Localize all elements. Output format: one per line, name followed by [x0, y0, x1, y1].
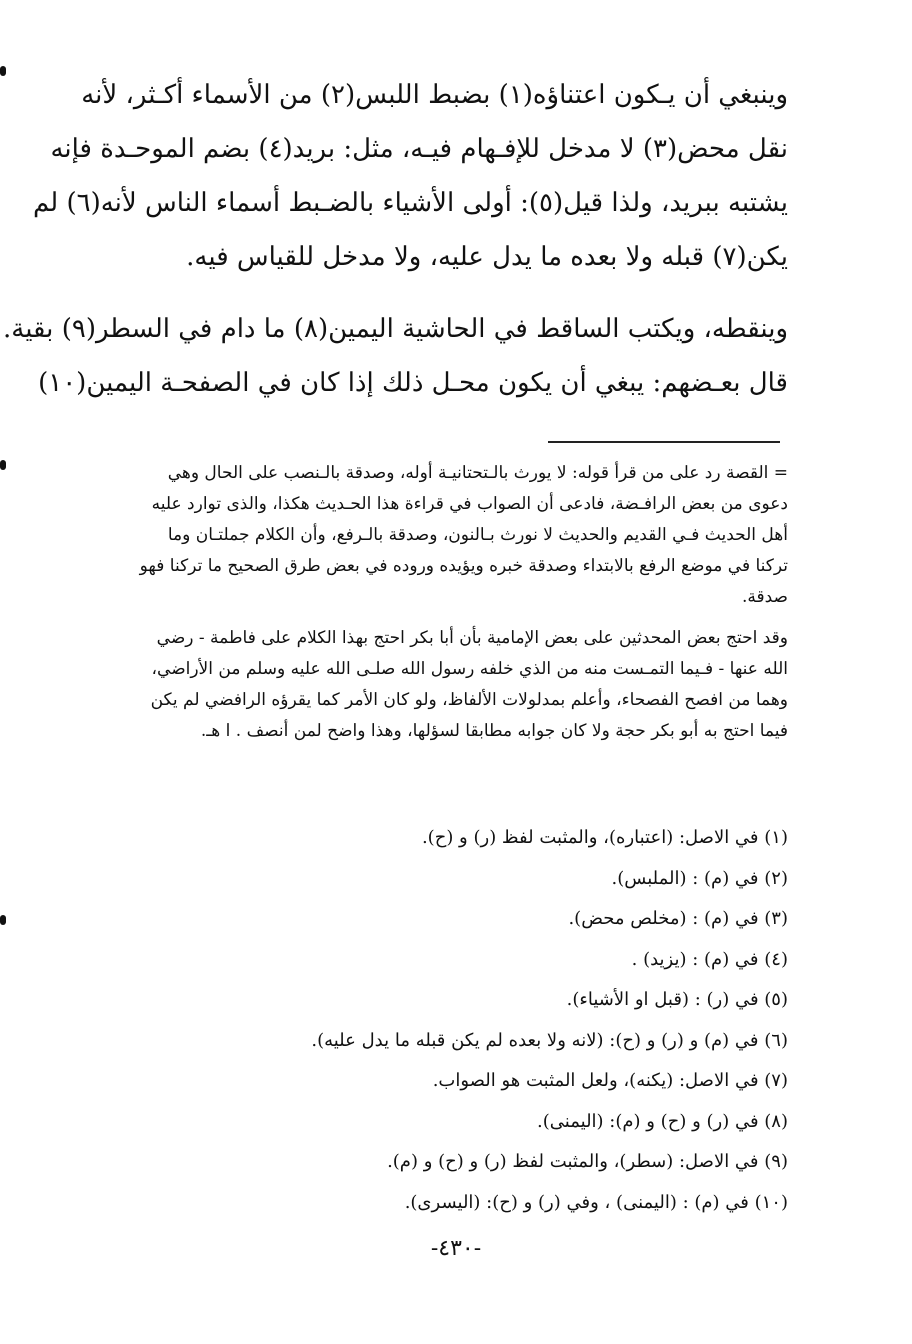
footnote-line: فيما احتج به أبو بكر حجة ولا كان جوابه مطابقا لسؤلها، وهذا واضح لمن أنصف . ا هـ. — [200, 721, 788, 741]
footnote-line: أهل الحديث فـي القديم والحديث لا نورث بـالنون، وصدقة بالـرفع، وأن الكلام جملتـان وما — [167, 525, 788, 545]
note-item: (٩) في الاصل: (سطر)، والمثبت لفظ (ر) و (ح) و (م). — [387, 1151, 788, 1172]
numbered-notes — [70, 818, 788, 1223]
footnote-paragraph-2 — [70, 623, 788, 747]
text-line: قال بعـضهم: يبغي أن يكون محـل ذلك إذا كان في الصفحـة اليمين(١٠) — [38, 368, 788, 398]
main-paragraph-2 — [2, 302, 788, 410]
note-item: (١٠) في (م) : (اليمنى) ، وفي (ر) و (ح): (اليسرى). — [404, 1191, 788, 1213]
note-item: (٧) في الاصل: (يكنه)، ولعل المثبت هو الصواب. — [432, 1070, 788, 1091]
footnote-paragraph-1 — [70, 458, 788, 613]
footnote-line: صدقة. — [741, 587, 788, 607]
note-item: (٥) في (ر) : (قبل او الأشياء). — [566, 989, 788, 1010]
note-item: (٢) في (م) : (الملبس). — [611, 867, 788, 889]
scan-margin-mark — [0, 66, 6, 76]
footnote-separator-rule — [548, 441, 780, 443]
note-item: (٣) في (م) : (مخلص محض). — [568, 908, 788, 929]
text-line: يكن(٧) قبله ولا بعده ما يدل عليه، ولا مدخل للقياس فيه. — [186, 242, 788, 272]
page-number: -٤٣٠- — [430, 1236, 482, 1261]
footnote-line: الله عنها - فـيما التمـست منه من الذي خلفه رسول الله صلـى الله عليه وسلم من الأراضي، — [151, 659, 788, 679]
paragraph-gap — [70, 613, 788, 623]
main-body-text — [2, 68, 788, 410]
scan-margin-mark — [0, 460, 6, 470]
paragraph-gap — [70, 284, 788, 302]
note-item: (٨) في (ر) و (ح) و (م): (اليمنى). — [537, 1110, 788, 1132]
text-line: نقل محض(٣) لا مدخل للإفـهام فيـه، مثل: بريد(٤) بضم الموحـدة فإنه — [50, 134, 788, 164]
footnote-line: وهما من افصح الفصحاء، وأعلم بمدلولات الألفاظ، ولو كان الأمر كما يقرؤه الرافضي لم يكن — [150, 690, 788, 710]
note-item: (٦) في (م) و (ر) و (ح): (لانه ولا بعده لم يكن قبله ما يدل عليه). — [311, 1029, 788, 1051]
footnote-line: وقد احتج بعض المحدثين على بعض الإمامية بأن أبا بكر احتج بهذا الكلام على فاطمة - رضي — [156, 628, 788, 648]
footnote-line: = القصة رد على من قرأ قوله: لا يورث بالـتحتانيـة أوله، وصدقة بالـنصب على الحال وهي — [167, 463, 788, 483]
scan-margin-mark — [0, 915, 6, 925]
footnote-continuation — [70, 458, 788, 747]
note-item: (١) في الاصل: (اعتباره)، والمثبت لفظ (ر) و (ح). — [421, 827, 788, 848]
main-paragraph-1 — [32, 68, 788, 284]
footnote-line: تركنا في موضع الرفع بالابتداء وصدقة خبره ويؤيده وروده في بعض طرق الصحيح ما تركنا فهو — [139, 556, 788, 576]
text-line: وينقطه، ويكتب الساقط في الحاشية اليمين(٨) ما دام في السطر(٩) بقية. — [2, 314, 788, 344]
footnote-line: دعوى من بعض الرافـضة، فادعى أن الصواب في قراءة هذا الحـديث هكذا، والذى توارد عليه — [151, 494, 788, 514]
text-line: يشتبه ببريد، ولذا قيل(٥): أولى الأشياء بالضـبط أسماء الناس لأنه(٦) لم — [32, 188, 788, 218]
note-item: (٤) في (م) : (يزيد) . — [631, 948, 788, 970]
text-line: وينبغي أن يـكون اعتناؤه(١) بضبط اللبس(٢) من الأسماء أكـثر، لأنه — [81, 80, 788, 110]
